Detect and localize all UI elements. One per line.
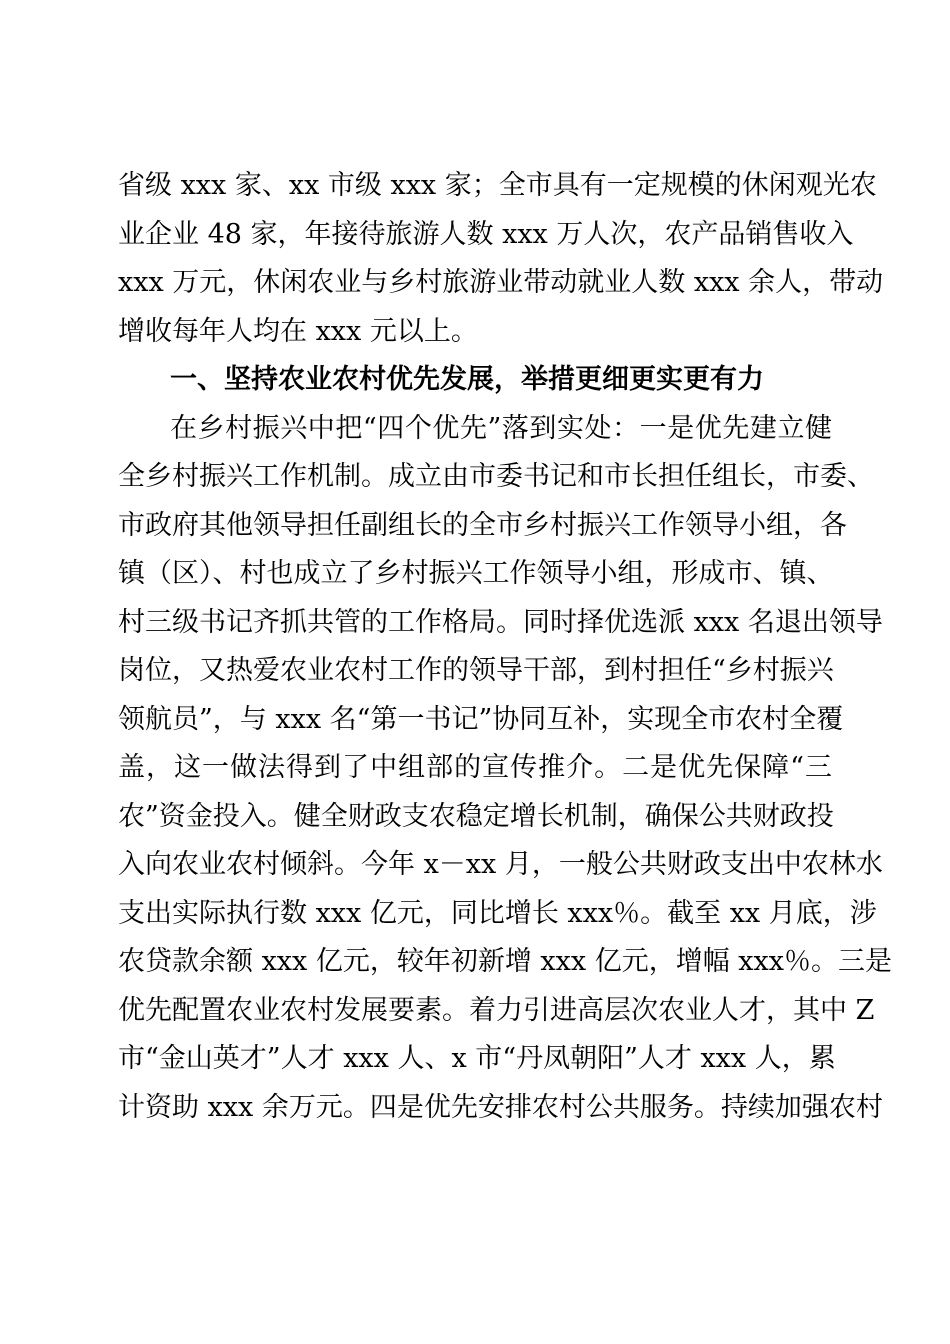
text-line: 市政府其他领导担任副组长的全市乡村振兴工作领导小组，各 (118, 509, 847, 541)
text-line: 优先配置农业农村发展要素。着力引进高层次农业人才，其中 Z (118, 994, 875, 1026)
text-line: 岗位，又热爱农业农村工作的领导干部，到村担任“乡村振兴 (118, 655, 834, 686)
text-line: xxx 万元，休闲农业与乡村旅游业带动就业人数 xxx 余人，带动 (118, 267, 884, 298)
text-line: 盖，这一做法得到了中组部的宣传推介。二是优先保障“三 (118, 752, 832, 783)
text-line: 计资助 xxx 余万元。四是优先安排农村公共服务。持续加强农村 (118, 1091, 883, 1123)
document-body (118, 162, 892, 1132)
text-line: 农”资金投入。健全财政支农稳定增长机制，确保公共财政投 (118, 800, 834, 832)
intro-paragraph (118, 162, 884, 356)
text-line: 支出实际执行数 xxx 亿元，同比增长 xxx％。截至 xx 月底，涉 (118, 897, 877, 929)
text-line: 镇（区）、村也成立了乡村振兴工作领导小组，形成市、镇、 (118, 558, 834, 589)
main-paragraph (118, 405, 892, 1133)
text-line: 增收每年人均在 xxx 元以上。 (118, 315, 478, 347)
text-line: 领航员”，与 xxx 名“第一书记”协同互补，实现全市农村全覆 (118, 703, 844, 735)
text-line: 村三级书记齐抓共管的工作格局。同时择优选派 xxx 名退出领导 (118, 606, 883, 638)
text-line: 业企业 48 家，年接待旅游人数 xxx 万人次，农产品销售收入 (118, 218, 854, 250)
text-line: 全乡村振兴工作机制。成立由市委书记和市长担任组长，市委、 (118, 461, 874, 492)
text-line: 省级 xxx 家、xx 市级 xxx 家；全市具有一定规模的休闲观光农 (118, 170, 877, 201)
section-heading: 一、坚持农业农村优先发展，举措更细更实更有力 (170, 364, 764, 395)
text-line: 入向农业农村倾斜。今年 x－xx 月，一般公共财政支出中农林水 (118, 849, 883, 880)
text-line: 在乡村振兴中把“四个优先”落到实处：一是优先建立健 (170, 412, 832, 444)
text-line: 市“金山英才”人才 xxx 人、x 市“丹凤朝阳”人才 xxx 人，累 (118, 1043, 836, 1074)
text-line: 农贷款余额 xxx 亿元，较年初新增 xxx 亿元，增幅 xxx％。三是 (118, 946, 892, 977)
